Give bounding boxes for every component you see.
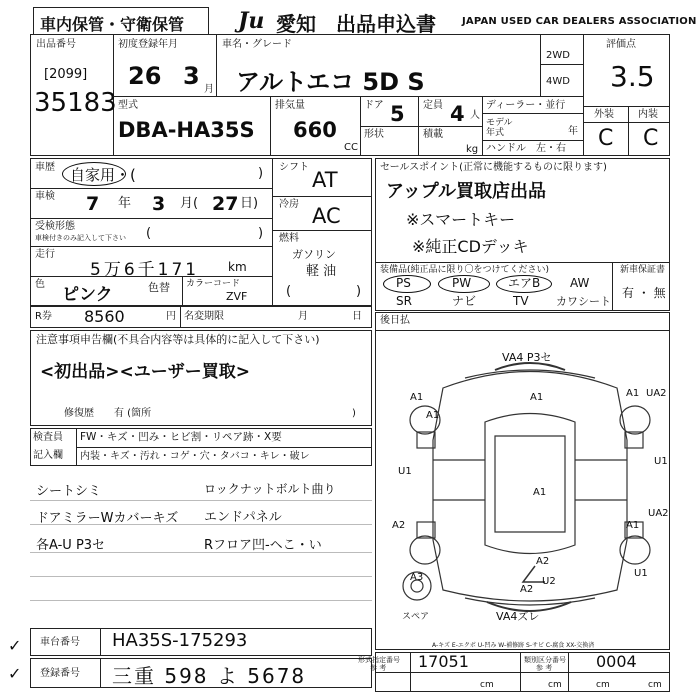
warranty-options: 有 ・ 無 xyxy=(622,286,666,300)
org-name: 愛知 xyxy=(276,12,316,36)
diagram-mark-a2a: A2 xyxy=(392,520,406,531)
spare-label: スペア xyxy=(402,612,430,622)
name-change-label: 名変期限 xyxy=(184,311,224,322)
color-code-value: ZVF xyxy=(226,290,248,303)
selling-label: セールスポイント(正常に機能するものに限ります) xyxy=(380,162,607,173)
handle-label: ハンドル xyxy=(486,143,526,154)
check-tick-mark: ✓ xyxy=(8,636,22,655)
damage-legend: A-キズ E-エクボ U-凹み W-補修跡 S-サビ C-腐食 XX-交換済 xyxy=(432,642,595,649)
inspection-label: 車検 xyxy=(35,191,55,202)
name-change-month: 月 xyxy=(298,311,308,322)
color-code-label: カラーコード xyxy=(186,279,241,289)
inspection-day-unit: 日) xyxy=(240,196,259,211)
type-label: 型式 xyxy=(118,100,138,111)
fuel-options: ガソリン xyxy=(292,248,336,261)
recycle-value: 8560 xyxy=(84,307,125,326)
inspection-month-unit: 月( xyxy=(180,196,199,211)
history-value: 自家用・( xyxy=(70,166,136,184)
displacement-value: 660 xyxy=(293,118,337,142)
year-unit: 年 xyxy=(568,126,578,137)
checks-row1: FW・キズ・凹み・ヒビ割・リペア跡・X要 xyxy=(80,431,282,443)
fuel-diesel: 軽 油 xyxy=(306,264,337,279)
diagram-mark-u1c: U1 xyxy=(634,568,648,579)
color-change-label: 色替 xyxy=(148,281,170,294)
fuel-paren-open: ( xyxy=(286,284,292,299)
storage-stamp-text: 車内保管・守衛保管 xyxy=(40,15,185,34)
after-label: 後日払 xyxy=(380,315,410,326)
diagram-mark-a1d: A1 xyxy=(626,388,640,399)
recycle-label: R券 xyxy=(35,311,52,322)
shift-value: AT xyxy=(312,168,338,192)
plate-label: 登録番号 xyxy=(40,668,80,679)
form-title: 出品申込書 xyxy=(336,12,436,36)
diagram-mark-a1e: A1 xyxy=(533,487,547,498)
registration-year: 26 xyxy=(128,62,162,90)
equip-tv: TV xyxy=(513,294,529,308)
diagram-mark-u2: U2 xyxy=(542,576,556,587)
diagram-mark-ua2b: UA2 xyxy=(648,508,669,519)
score-label: 評価点 xyxy=(606,39,636,50)
storage-stamp xyxy=(33,7,209,35)
hand-note-5: 各A-U P3セ xyxy=(36,538,106,553)
shift-label: シフト xyxy=(279,162,309,173)
inspection-year-unit: 年 xyxy=(118,196,132,211)
selling-line2: ※スマートキー xyxy=(406,210,516,229)
diagram-mark-a2b: A2 xyxy=(536,556,550,567)
dim-cm-2: cm xyxy=(548,680,562,690)
kg-unit: kg xyxy=(466,144,479,155)
checks-label2: 記入欄 xyxy=(33,450,63,461)
history-close: ) xyxy=(258,166,264,181)
model-name: アルトエコ 5D S xyxy=(236,68,425,96)
receive-label: 受検形態 xyxy=(35,221,75,232)
hand-note-6: Rフロア凹-ヘこ・い xyxy=(204,538,322,553)
notes-label: 注意事項申告欄(不具合内容等は具体的に記入して下さい) xyxy=(36,333,320,346)
warranty-label: 新車保証書 xyxy=(620,265,666,275)
score-value: 3.5 xyxy=(610,60,655,93)
model-label: 車名・グレード xyxy=(222,39,292,50)
hand-note-3: ドアミラーWカバーキズ xyxy=(36,511,179,526)
hand-note-4: エンドパネル xyxy=(204,510,282,525)
association-name: JAPAN USED CAR DEALERS ASSOCIATION xyxy=(462,16,697,27)
notes-value: <初出品><ユーザー買取> xyxy=(40,362,250,382)
form-code-label2b: 参 考 xyxy=(536,664,553,672)
inspection-year: 7 xyxy=(86,193,100,215)
equip-pw: PW xyxy=(452,276,472,290)
doors-label: ドア xyxy=(364,100,384,111)
color-label: 色 xyxy=(35,279,45,290)
checks-row2: 内装・キズ・汚れ・コゲ・穴・タバコ・キレ・破レ xyxy=(80,451,310,462)
lot-bracket: [2099] xyxy=(44,67,88,82)
dim-cm-4: cm xyxy=(648,680,662,690)
name-change-day: 日 xyxy=(352,311,362,322)
aircon-value: AC xyxy=(312,204,341,228)
selling-line1: アップル買取店出品 xyxy=(386,181,547,202)
chassis-label: 車台番号 xyxy=(40,637,80,648)
handle-options: 左・右 xyxy=(536,143,566,154)
seats-value: 4 xyxy=(450,102,465,126)
form-code-label2: 類別区分番号 xyxy=(524,656,566,664)
diagram-mark-a1f: A1 xyxy=(626,520,640,531)
exterior-value: C xyxy=(598,126,614,151)
repair-close: ) xyxy=(352,408,356,419)
diagram-mark-a3: A3 xyxy=(410,572,424,583)
recycle-unit: 円 xyxy=(166,311,176,322)
history-label: 車歴 xyxy=(35,162,55,173)
hand-note-1: シートシミ xyxy=(36,484,102,499)
dealer-label: ディーラー・並行 xyxy=(486,100,566,111)
mileage-value: 5万6千171 xyxy=(90,260,200,280)
form-code-value2: 0004 xyxy=(596,652,637,671)
repair-value: 有 (箇所 xyxy=(114,408,152,419)
registration-month-unit: 月 xyxy=(204,84,214,95)
diagram-mark-bottom: VA4ズレ xyxy=(496,610,540,623)
diagram-mark-top: VA4 P3セ xyxy=(502,351,552,364)
drive-4wd: 4WD xyxy=(546,76,570,87)
receive-note: 車検付きのみ記入して下さい xyxy=(35,234,126,242)
plate-value: 三重 598 よ 5678 xyxy=(112,664,307,688)
cc-unit: CC xyxy=(344,142,358,153)
form-code-value1: 17051 xyxy=(418,652,469,671)
exterior-label: 外装 xyxy=(594,109,614,120)
lot-number: 35183 xyxy=(34,88,117,118)
diagram-mark-a1a: A1 xyxy=(410,392,424,403)
drive-2wd: 2WD xyxy=(546,50,570,61)
inspection-day: 27 xyxy=(212,193,239,215)
equip-airbag: エアB xyxy=(508,276,541,290)
mileage-label: 走行 xyxy=(35,249,55,260)
chassis-value: HA35S-175293 xyxy=(112,630,248,651)
doors-value: 5 xyxy=(390,102,405,126)
shape-label: 形状 xyxy=(364,129,384,140)
type-value: DBA-HA35S xyxy=(118,118,255,142)
displacement-label: 排気量 xyxy=(275,100,305,111)
seats-label: 定員 xyxy=(423,100,443,111)
fuel-label: 燃料 xyxy=(279,233,299,244)
repair-label: 修復歴 xyxy=(64,408,94,419)
inspection-month: 3 xyxy=(152,193,166,215)
diagram-mark-u1a: U1 xyxy=(654,456,668,467)
diagram-mark-u1b: U1 xyxy=(398,466,412,477)
receive-close: ) xyxy=(258,226,264,241)
color-value: ピンク xyxy=(62,285,113,305)
form-code-label1: 形式指定番号 xyxy=(358,656,400,664)
seats-unit: 人 xyxy=(470,110,480,121)
interior-label: 内装 xyxy=(638,109,658,120)
diagram-mark-a2c: A2 xyxy=(520,584,534,595)
fuel-paren-close: ) xyxy=(356,284,362,299)
registration-label: 初度登録年月 xyxy=(118,39,178,50)
interior-value: C xyxy=(643,126,659,151)
equip-sr: SR xyxy=(396,294,412,308)
form-code-label1b: 参 考 xyxy=(370,664,387,672)
checks-label1: 検査員 xyxy=(33,432,63,443)
check-tick-mark-2: ✓ xyxy=(8,664,22,683)
selling-line3: ※純正CDデッキ xyxy=(412,237,529,256)
load-label: 積載 xyxy=(423,129,443,140)
diagram-mark-ua2a: UA2 xyxy=(646,388,667,399)
ju-logo xyxy=(238,8,272,32)
equip-leather-seat: カワシート xyxy=(556,295,611,308)
car-diagram xyxy=(395,350,665,620)
equip-navi: ナビ xyxy=(452,294,477,308)
diagram-mark-a1c: A1 xyxy=(530,392,544,403)
mileage-unit: km xyxy=(228,260,247,274)
equipment-label: 装備品(純正品に限り〇をつけてください) xyxy=(380,265,550,275)
dim-cm-3: cm xyxy=(596,680,610,690)
model-year-label: モデル 年式 xyxy=(486,118,513,138)
diagram-mark-a1b: A1 xyxy=(426,410,440,421)
aircon-label: 冷房 xyxy=(279,199,299,210)
lot-label: 出品番号 xyxy=(36,39,76,50)
equip-aw: AW xyxy=(570,276,590,290)
dim-cm-1: cm xyxy=(480,680,494,690)
hand-note-2: ロックナットボルト曲り xyxy=(204,482,336,496)
receive-paren: ( xyxy=(146,226,152,241)
equip-ps: PS xyxy=(396,276,411,290)
registration-month: 3 xyxy=(183,62,200,90)
ju-logo-mark: Ju xyxy=(238,8,265,34)
